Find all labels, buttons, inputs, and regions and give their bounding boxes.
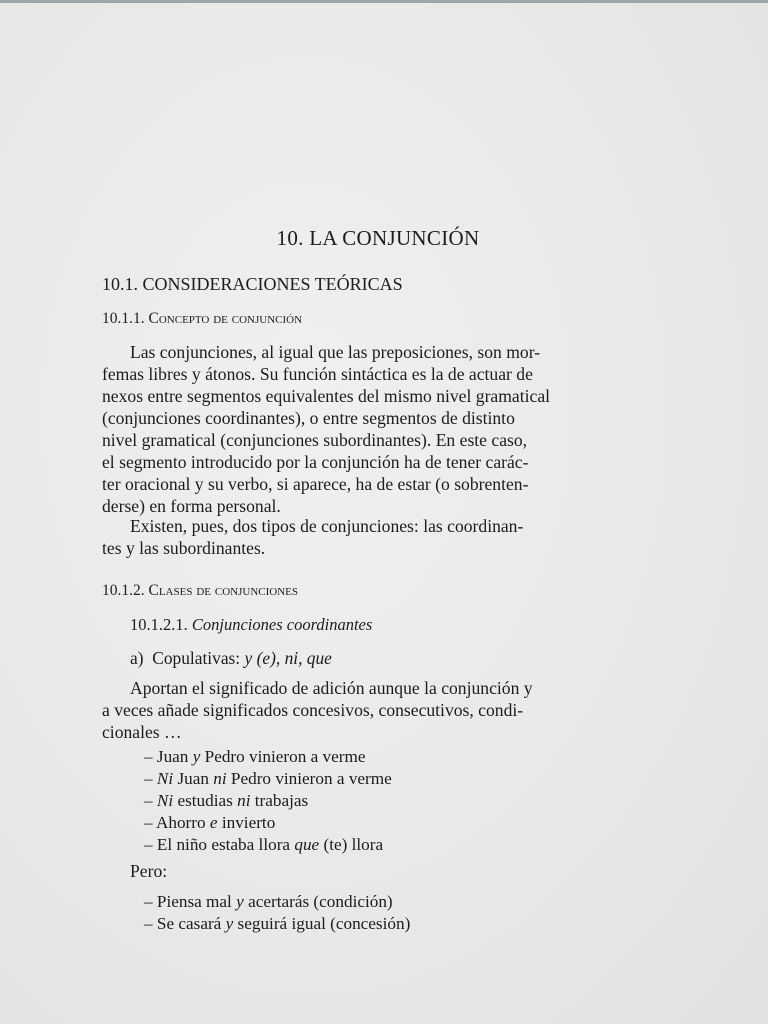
example-item: – Ni estudias ni trabajas [144,791,309,810]
paragraph-types [102,515,654,559]
item-title: Copulativas: [152,648,241,668]
text-line: nivel gramatical (conjunciones subordinantes). En este caso, [102,430,528,450]
text-line: derse) en forma personal. [102,496,281,516]
text-line: cionales … [102,722,182,742]
section-heading [102,274,403,295]
subsection-title: Concepto de conjunción [148,310,303,327]
example-item: – Juan y Pedro vinieron a verme [144,747,366,766]
subsubsection-number: 10.1.2.1. [130,615,188,634]
text-line: femas libres y átonos. Su función sintáctica es la de actuar de [102,364,533,384]
subsection-number: 10.1.1. [102,310,145,327]
example-item: – Piensa mal y acertarás (condición) [144,892,393,911]
example-item: – Ni Juan ni Pedro vinieron a verme [144,769,392,788]
example-item: – El niño estaba llora que (te) llora [144,835,384,854]
item-label: a) [130,648,144,668]
example-item: – Se casará y seguirá igual (concesión) [144,914,411,933]
subsubsection-heading [130,615,372,635]
text-line: Aportan el significado de adición aunque la conjunción y [130,678,533,698]
text-line: a veces añade significados concesivos, consecutivos, condi- [102,700,524,720]
text-line: Existen, pues, dos tipos de conjunciones: las coordinan- [130,516,524,536]
chapter-title-text: LA CONJUNCIÓN [309,226,480,250]
subsubsection-title: Conjunciones coordinantes [191,615,373,634]
chapter-title [102,226,654,251]
subsection-title: Clases de conjunciones [148,582,298,599]
text-line: (conjunciones coordinantes), o entre segmentos de distinto [102,408,515,428]
item-copulativas [130,648,332,669]
subsection-heading-clases [102,582,298,600]
example-item: – Ahorro e invierto [144,813,276,832]
paragraph-adicion [102,677,654,743]
subsection-heading-concepto [102,310,302,328]
text-line: tes y las subordinantes. [102,538,266,558]
example-list-pero [144,891,410,935]
item-conjunctions: y (e), ni, que [244,648,332,668]
text-line: el segmento introducido por la conjunción ha de tener carác- [102,452,529,472]
chapter-number: 10. [276,226,304,250]
text-line: Las conjunciones, al igual que las preposiciones, son mor- [130,342,541,362]
text-line: nexos entre segmentos equivalentes del mismo nivel gramatical [102,386,551,406]
pero-label: Pero: [130,861,168,881]
section-title: CONSIDERACIONES TEÓRICAS [142,274,403,294]
example-list-copulativas [144,746,392,856]
paragraph-definition [102,341,654,517]
subsection-number: 10.1.2. [102,582,145,599]
section-number: 10.1. [102,274,138,294]
text-line: ter oracional y su verbo, si aparece, ha de estar (o sobrenten- [102,474,529,494]
top-edge [0,0,768,3]
